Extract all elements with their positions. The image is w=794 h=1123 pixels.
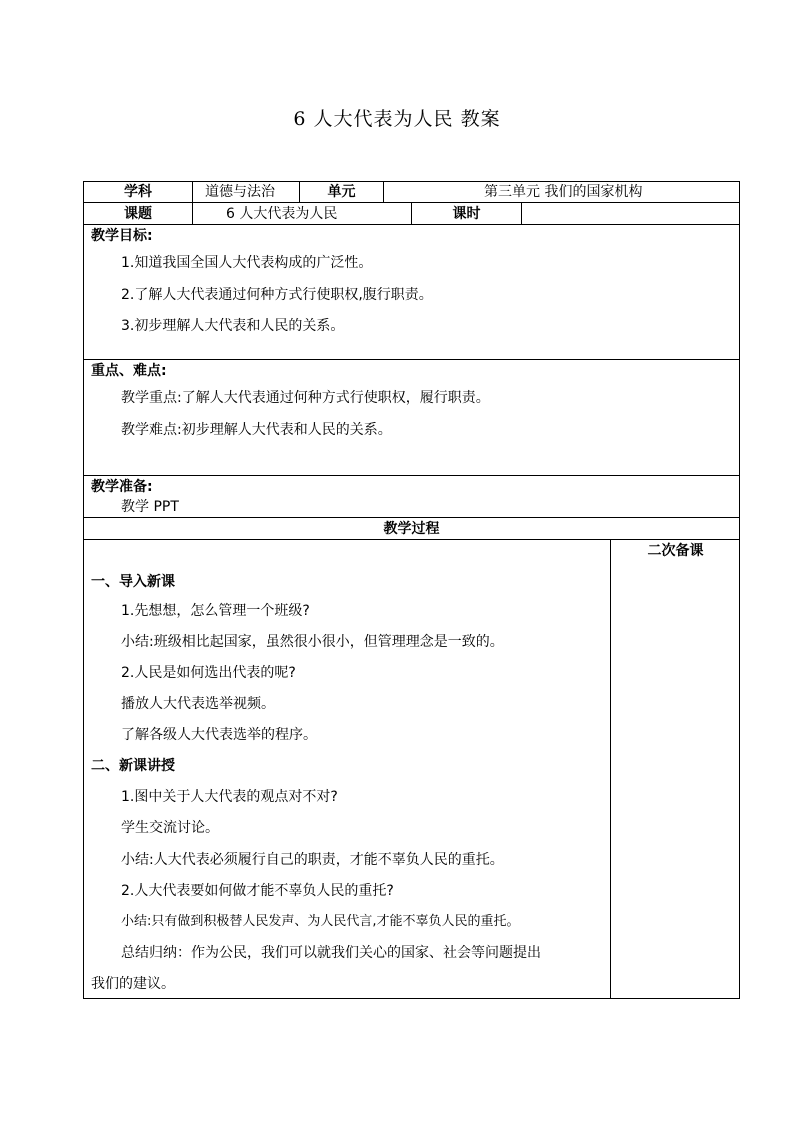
process-line: 2.人民是如何选出代表的呢? [121,665,296,681]
row-divider [83,475,740,476]
row-divider [83,539,740,540]
process-heading: 教学过程 [383,521,440,537]
preparation-content: 教学 PPT [121,499,179,515]
col-divider [383,181,384,202]
objectives-heading: 教学目标: [91,228,153,244]
row-divider [83,224,740,225]
topic-value: 6 人大代表为人民 [226,206,338,222]
objective-item: 1.知道我国全国人大代表构成的广泛性。 [121,255,373,271]
row-divider [83,517,740,518]
unit-label: 单元 [327,184,356,200]
process-line: 1.先想想，怎么管理一个班级? [121,603,310,619]
key-point-item: 教学重点:了解人大代表通过何种方式行使职权，履行职责。 [121,390,490,406]
col-divider [192,181,193,224]
process-line: 2.人大代表要如何做才能不辜负人民的重托? [121,883,394,899]
row-divider [83,359,740,360]
objective-item: 3.初步理解人大代表和人民的关系。 [121,318,345,334]
col-divider [610,539,611,999]
process-line: 播放人大代表选举视频。 [121,696,275,712]
process-line: 学生交流讨论。 [121,820,219,836]
key-points-heading: 重点、难点: [91,363,167,379]
process-line: 我们的建议。 [91,976,175,992]
document-title: 6 人大代表为人民 教案 [293,108,501,130]
second-prep-heading: 二次备课 [647,543,704,559]
section-heading: 一、导入新课 [91,574,175,590]
objective-item: 2.了解人大代表通过何种方式行使职权,腹行职责。 [121,287,433,303]
process-line: 了解各级人大代表选举的程序。 [121,727,317,743]
topic-label: 课题 [124,206,152,222]
process-line: 1.图中关于人大代表的观点对不对? [121,789,338,805]
section-heading: 二、新课讲授 [91,758,175,774]
subject-label: 学科 [124,184,152,200]
process-line: 小结:人大代表必须履行自己的职责，才能不辜负人民的重托。 [121,852,504,868]
unit-value: 第三单元 我们的国家机构 [484,184,643,200]
process-line: 总结归纳：作为公民，我们可以就我们关心的国家、社会等问题提出 [121,945,541,961]
period-label: 课时 [452,206,481,222]
preparation-heading: 教学准备: [91,479,153,495]
lesson-plan-table [83,181,740,999]
col-divider [521,202,522,224]
process-line: 小结:只有做到积极替人民发声、为人民代言,才能不辜负人民的重托。 [121,914,520,929]
subject-value: 道德与法治 [205,184,275,200]
key-point-item: 教学难点:初步理解人大代表和人民的关系。 [121,422,392,438]
process-line: 小结:班级相比起国家，虽然很小很小，但管理理念是一致的。 [121,634,504,650]
